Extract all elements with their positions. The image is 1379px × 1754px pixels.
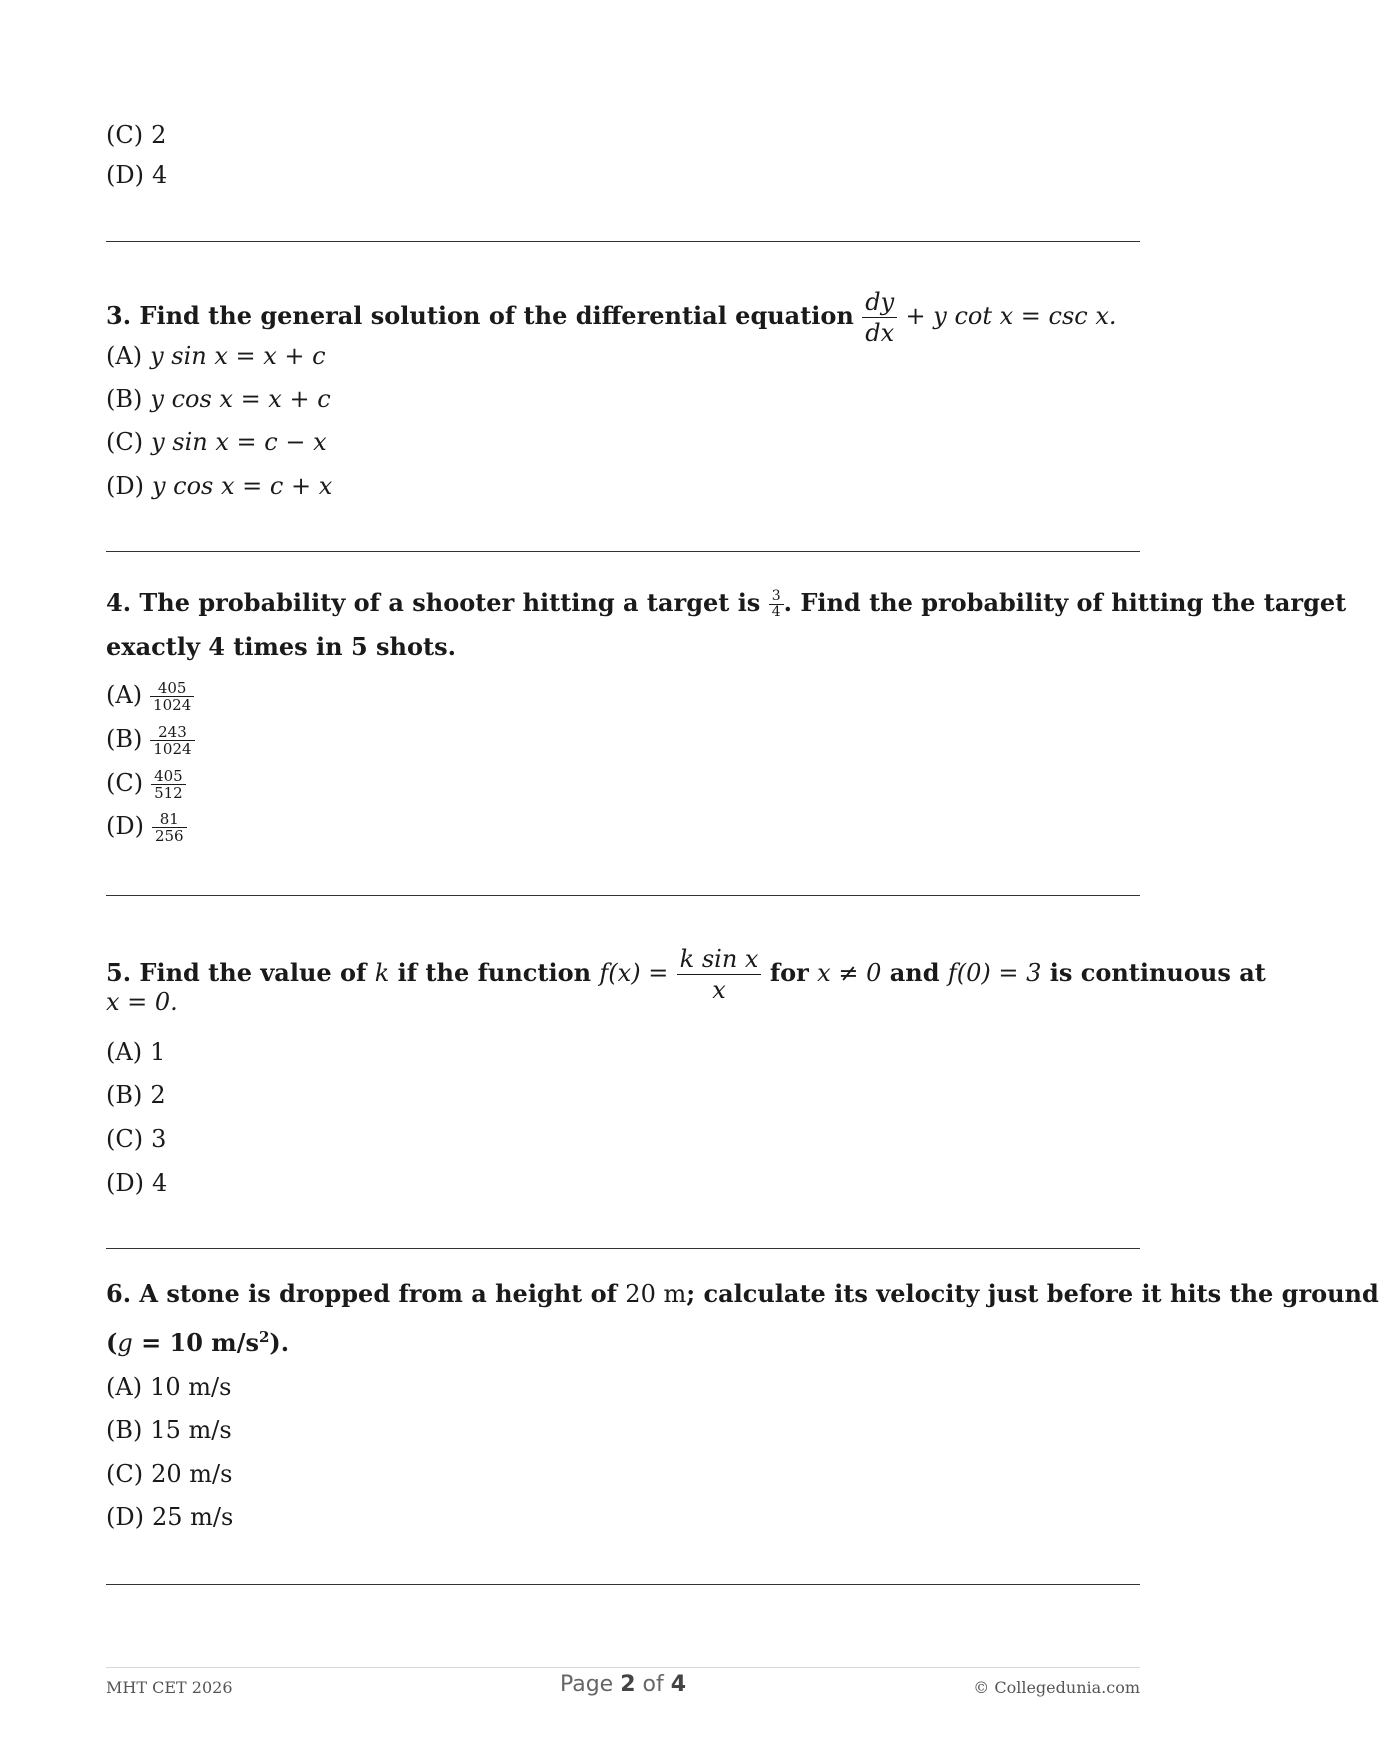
document-page: [106, 0, 1379, 1754]
option-c: (C) y sin x = c − x: [106, 428, 327, 456]
divider: [106, 895, 1140, 896]
question-6-line-2: (g = 10 $m/s^2$).: [106, 1328, 290, 1357]
option-d: (D) 25 m/s: [106, 1503, 234, 1531]
divider: [106, 241, 1140, 242]
probability-fraction: $\frac{3}{4}$: [769, 589, 784, 620]
option-a: (A) 10 m/s: [106, 1373, 232, 1401]
divider: [106, 551, 1140, 552]
derivative-fraction: $\frac{dy}{dx}$: [862, 287, 897, 348]
footer-copyright: © Collegedunia.com: [973, 1678, 1140, 1697]
function-fraction: $\frac{\text{k sin x}}{x}$: [677, 944, 762, 1005]
option-a: (A) 1: [106, 1038, 166, 1066]
option-b: (B) 15 m/s: [106, 1416, 232, 1444]
divider: [106, 1248, 1140, 1249]
fraction: $\frac{81}{256}$: [152, 811, 187, 844]
option-d: (D) 4: [106, 1169, 168, 1197]
option-b: (B) $\frac{243}{1024}$: [106, 724, 195, 757]
fraction: $\frac{405}{1024}$: [150, 680, 194, 713]
fraction: $\frac{405}{512}$: [151, 768, 186, 801]
option-d: (D) $\frac{81}{256}$: [106, 811, 187, 844]
question-4-line-2: exactly 4 times in 5 shots.: [106, 632, 456, 661]
question-5: 5. Find the value of k if the function f(x) = $\frac{\text{k sin x}}{x}$ for x ≠ 0 and f(0) = 3 is continuous at: [106, 945, 1266, 1004]
option-c: (C) 2: [106, 121, 167, 149]
question-5-line-2: x = 0.: [106, 988, 178, 1016]
option-a: (A) y sin x = x + c: [106, 342, 326, 370]
question-4: 4. The probability of a shooter hitting a target is $\frac{3}{4}$ . Find the probability of hitting the target: [106, 588, 1347, 620]
footer-divider: [106, 1667, 1140, 1668]
footer-exam-name: MHT CET 2026: [106, 1678, 233, 1697]
option-c: (C) $\frac{405}{512}$: [106, 768, 186, 801]
option-a: (A) $\frac{405}{1024}$: [106, 680, 194, 713]
option-c: (C) 3: [106, 1125, 167, 1153]
page-number: Page 2 of 4: [559, 1672, 687, 1697]
option-d: (D) y cos x = c + x: [106, 472, 333, 500]
option-c: (C) 20 m/s: [106, 1460, 233, 1488]
question-3: 3. Find the general solution of the differential equation $\frac{dy}{dx}$ + y cot x = csc x.: [106, 288, 1117, 347]
option-b: (B) 2: [106, 1081, 166, 1109]
option-b: (B) y cos x = x + c: [106, 385, 331, 413]
option-d: (D) 4: [106, 161, 168, 189]
question-6: 6. A stone is dropped from a height of 20 m; calculate its velocity just before it hits the ground: [106, 1279, 1379, 1308]
fraction: $\frac{243}{1024}$: [150, 724, 194, 757]
divider: [106, 1584, 1140, 1585]
